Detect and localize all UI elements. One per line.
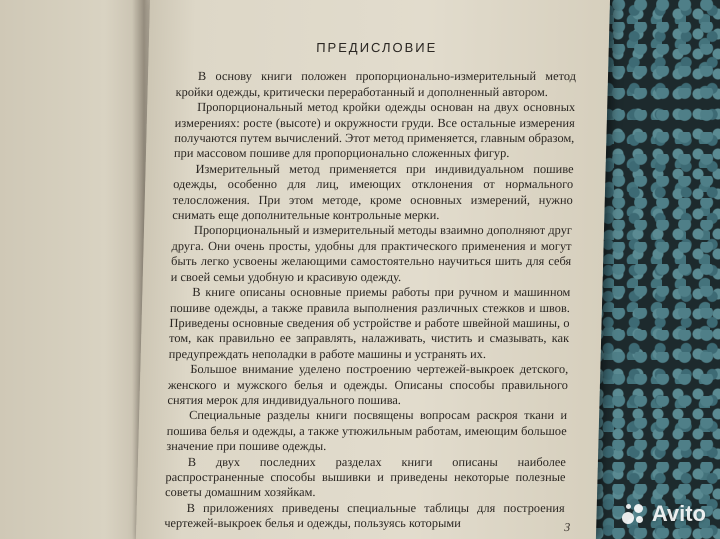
page-title: ПРЕДИСЛОВИЕ: [315, 40, 438, 55]
paragraph: Пропорциональный метод кройки одежды основан на двух основных измерениях: росте (высоте) и окружности груди. Все остальные измерения получаются путем вычислений. Этот метод применяется, главным образом, при массовом пошиве для пропорционально сложенных фигур.: [173, 100, 576, 161]
book-page: [136, 0, 610, 539]
paragraph: В книге описаны основные приемы работы при ручном и машинном пошиве одежды, а также правила выполнения различных стежков и швов. Приведены основные сведения об устройстве и работе швейной машины, о том, как правильно ее заправлять, налаживать, чистить и смазывать, как предупреждать неполадки в работе машины и устранять их.: [168, 285, 571, 361]
paragraph: Специальные разделы книги посвящены вопросам раскроя ткани и пошива белья и одежды, а также утюжильным работам, имеющим большое значение при пошиве одежды.: [166, 408, 568, 454]
paragraph: В двух последних разделах книги описаны наиболее распространенные способы вышивки и приведены некоторые полезные советы домашним хозяйкам.: [164, 454, 567, 500]
avito-logo-icon: [622, 502, 646, 526]
paragraph: В приложениях приведены специальные таблицы для построения чертежей-выкроек белья и одежды, пользуясь которыми: [164, 500, 565, 531]
paragraph: Пропорциональный и измерительный методы взаимно дополняют друг друга. Они очень просты, удобны для практического применения и могут быть легко усвоены желающими самостоятельно научиться шить для себя и своей семьи удобную и красивую одежду.: [170, 223, 573, 284]
page-content: [164, 40, 577, 532]
watermark-text: Avito: [651, 501, 706, 526]
page-number: 3: [564, 520, 571, 534]
paragraph: Измерительный метод применяется при индивидуальном пошиве одежды, особенно для лиц, имеющих отклонения от нормального телосложения. При этом методе, кроме основных измерений, нужно снимать еще дополнительные контрольные мерки.: [172, 161, 574, 223]
background-mosaic: [590, 0, 720, 539]
paragraph: Большое внимание уделено построению чертежей-выкроек детского, женского и мужского белья и одежды. Описаны способы правильного снятия мерок для индивидуального пошива.: [167, 362, 569, 407]
paragraph: В основу книги положен пропорционально-измерительный метод кройки одежды, критически переработанный и дополненный автором.: [175, 69, 577, 99]
avito-watermark: [622, 501, 706, 527]
left-page-edge: [0, 0, 150, 539]
